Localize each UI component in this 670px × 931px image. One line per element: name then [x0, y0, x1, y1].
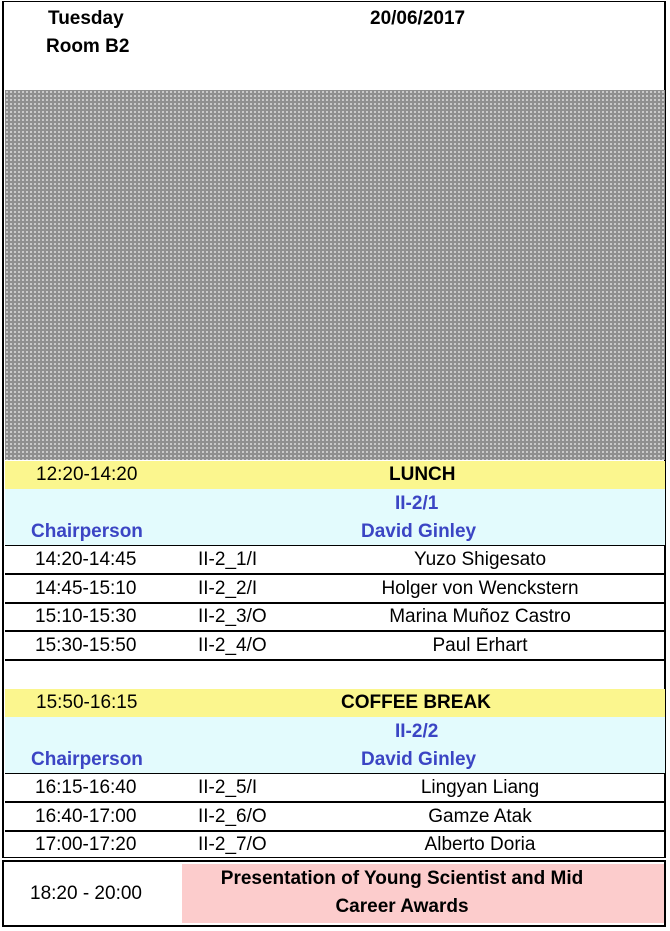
session2-header	[5, 717, 665, 773]
session2-chair-name: David Ginley	[361, 749, 477, 770]
date-label: 20/06/2017	[370, 8, 466, 29]
talk-id: II-2_7/O	[198, 834, 267, 855]
talk-id: II-2_1/I	[198, 549, 258, 570]
talk-time: 14:20-14:45	[35, 549, 137, 570]
awards-box	[2, 860, 666, 927]
awards-highlight	[182, 864, 664, 923]
talk-id: II-2_5/I	[198, 777, 258, 798]
session2-code: II-2/2	[395, 721, 439, 742]
talk-speaker: Alberto Doria	[424, 834, 536, 855]
talk-time: 16:15-16:40	[35, 777, 137, 798]
talk-id: II-2_6/O	[198, 806, 267, 827]
lunch-label: LUNCH	[389, 464, 456, 485]
lunch-time: 12:20-14:20	[36, 464, 138, 485]
coffee-time: 15:50-16:15	[36, 692, 138, 713]
talk-speaker: Marina Muñoz Castro	[389, 606, 571, 627]
day-label: Tuesday	[48, 8, 124, 29]
awards-time: 18:20 - 20:00	[30, 883, 142, 904]
lunch-row	[5, 461, 665, 489]
awards-line2: Career Awards	[335, 896, 469, 917]
blocked-time-pattern	[5, 90, 665, 460]
talk-id: II-2_3/O	[198, 606, 267, 627]
coffee-row	[5, 689, 665, 717]
talk-time: 16:40-17:00	[35, 806, 137, 827]
session1-chair-name: David Ginley	[361, 521, 477, 542]
talk-speaker: Lingyan Liang	[420, 777, 540, 798]
talk-speaker: Paul Erhart	[432, 635, 528, 656]
talk-speaker: Gamze Atak	[428, 806, 532, 827]
coffee-label: COFFEE BREAK	[341, 692, 491, 713]
session1-chair-label: Chairperson	[31, 521, 143, 542]
talk-id: II-2_2/I	[198, 578, 258, 599]
talk-time: 15:10-15:30	[35, 606, 137, 627]
talk-time: 14:45-15:10	[35, 578, 137, 599]
session1-code: II-2/1	[395, 493, 439, 514]
talk-time: 17:00-17:20	[35, 834, 137, 855]
room-label: Room B2	[46, 36, 130, 57]
session1-header	[5, 489, 665, 545]
session2-chair-label: Chairperson	[31, 749, 143, 770]
talk-id: II-2_4/O	[198, 635, 267, 656]
talk-time: 15:30-15:50	[35, 635, 137, 656]
talk-speaker: Holger von Wenckstern	[381, 578, 579, 599]
awards-line1: Presentation of Young Scientist and Mid	[220, 868, 584, 889]
talk-speaker: Yuzo Shigesato	[413, 549, 547, 570]
